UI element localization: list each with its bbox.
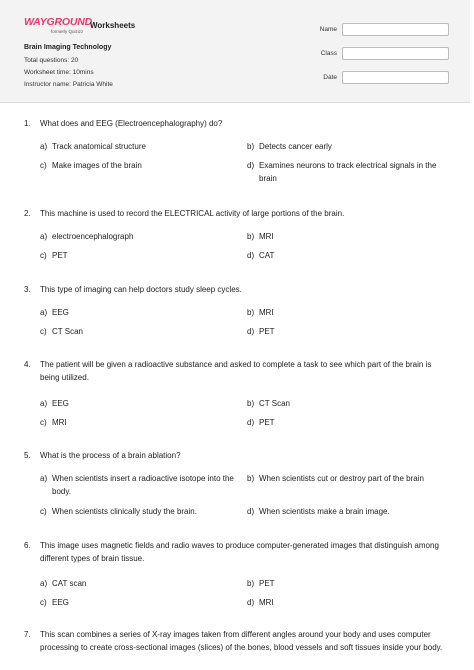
- option-letter: a): [40, 232, 48, 241]
- option-letter: d): [247, 327, 255, 336]
- class-label: Class: [320, 50, 337, 57]
- option-text: MRI: [259, 598, 274, 607]
- option-letter: b): [247, 399, 255, 408]
- question-text: What is the process of a brain ablation?: [40, 451, 181, 460]
- logo-subtext: formerly Quizizz: [51, 29, 84, 34]
- option-letter: a): [40, 579, 48, 588]
- worksheet-time: Worksheet time: 10mins: [24, 69, 94, 76]
- worksheet-title: Brain Imaging Technology: [24, 44, 112, 51]
- option-text: EEG: [52, 308, 69, 317]
- option-text: CT Scan: [52, 327, 83, 336]
- option-letter: d): [247, 161, 255, 170]
- option-letter: c): [40, 327, 47, 336]
- name-label: Name: [319, 26, 337, 33]
- date-field[interactable]: [342, 71, 449, 84]
- option-letter: b): [247, 308, 255, 317]
- option-letter: c): [40, 251, 47, 260]
- option-text: PET: [52, 251, 68, 260]
- class-field[interactable]: [342, 47, 449, 60]
- option-text: CAT: [259, 251, 275, 260]
- question-text: This type of imaging can help doctors study sleep cycles.: [40, 285, 242, 294]
- option-letter: d): [247, 598, 255, 607]
- option-text: EEG: [52, 399, 69, 408]
- instructor-name: Instructor name: Patricia White: [24, 81, 113, 88]
- option-letter: c): [40, 161, 47, 170]
- name-field[interactable]: [342, 23, 449, 36]
- question-number: 2.: [24, 209, 31, 218]
- question-number: 1.: [24, 119, 31, 128]
- option-text: CAT scan: [52, 579, 87, 588]
- option-text: When scientists clinically study the brain.: [52, 507, 197, 516]
- brand-title: Worksheets: [90, 21, 136, 30]
- option-text: Examines neurons to track electrical signals in the brain: [259, 161, 437, 183]
- option-letter: b): [247, 474, 255, 483]
- option-text: PET: [259, 327, 275, 336]
- option-text: electroencephalograph: [52, 232, 134, 241]
- option-text: Detects cancer early: [259, 142, 332, 151]
- option-text: CT Scan: [259, 399, 290, 408]
- option-text: When scientists insert a radioactive isotope into the body.: [52, 474, 234, 496]
- option-text: PET: [259, 579, 275, 588]
- option-letter: a): [40, 308, 48, 317]
- option-letter: d): [247, 507, 255, 516]
- option-text: MRI: [52, 418, 67, 427]
- worksheet-header: [0, 0, 470, 103]
- option-text: PET: [259, 418, 275, 427]
- option-text: Track anatomical structure: [52, 142, 146, 151]
- total-questions: Total questions: 20: [24, 57, 79, 64]
- option-a[interactable]: [40, 473, 240, 499]
- question-text: What does and EEG (Electroencephalography) do?: [40, 119, 223, 128]
- option-letter: a): [40, 399, 48, 408]
- option-letter: c): [40, 598, 47, 607]
- question-text: This image uses magnetic fields and radio waves to produce computer-generated images that distinguish among different types of brain tissue.: [40, 541, 439, 563]
- question-number: 3.: [24, 285, 31, 294]
- question-number: 7.: [24, 630, 31, 639]
- option-letter: d): [247, 251, 255, 260]
- option-text: When scientists cut or destroy part of the brain: [259, 474, 424, 483]
- option-letter: b): [247, 142, 255, 151]
- option-letter: a): [40, 474, 48, 483]
- question-number: 5.: [24, 451, 31, 460]
- question-text: This machine is used to record the ELECTRICAL activity of large portions of the brain.: [40, 209, 345, 218]
- option-letter: b): [247, 579, 255, 588]
- option-letter: c): [40, 418, 47, 427]
- option-text: Make images of the brain: [52, 161, 142, 170]
- option-d[interactable]: [247, 160, 447, 186]
- option-letter: d): [247, 418, 255, 427]
- question-number: 4.: [24, 360, 31, 369]
- date-label: Date: [323, 74, 337, 81]
- option-letter: b): [247, 232, 255, 241]
- option-text: EEG: [52, 598, 69, 607]
- option-letter: a): [40, 142, 48, 151]
- question-text: This scan combines a series of X-ray images taken from different angles around your body and uses computer processing to create cross-sectional images (slices) of the bones, blood vessels and soft tissues inside your body.: [40, 630, 443, 652]
- option-text: MRI: [259, 308, 274, 317]
- option-text: MRI: [259, 232, 274, 241]
- question-text: The patient will be given a radioactive substance and asked to complete a task to see which part of the brain is being utilized.: [40, 360, 432, 382]
- option-text: When scientists make a brain image.: [259, 507, 390, 516]
- question-number: 6.: [24, 541, 31, 550]
- logo-wordmark: WAYGROUND: [24, 16, 93, 28]
- option-letter: c): [40, 507, 47, 516]
